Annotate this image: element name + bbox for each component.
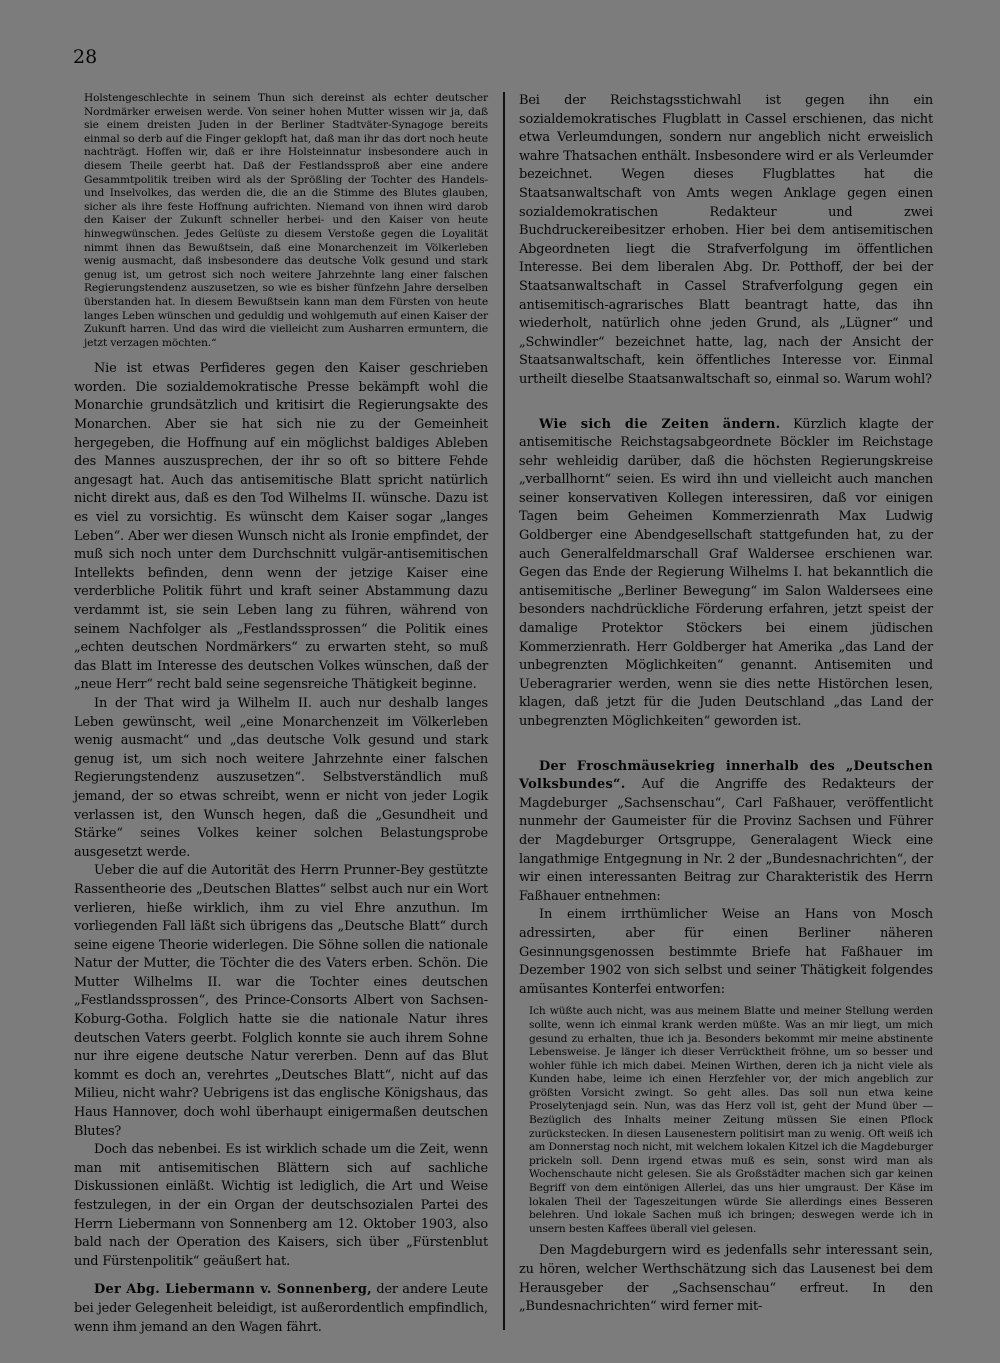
section-paragraph: [519, 416, 933, 732]
column-divider: [503, 92, 505, 1330]
section-text: Kürzlich klagte der antisemitische Reichstagsabgeordnete Böckler im Reichstage sehr wehleidig darüber, daß die höchsten Regierungskreise „verballhornt“ seien. Es wird ihn und vielleicht auch manchen seiner konservativen Kollegen interessiren, daß vor einigen Tagen beim Geheimen Kommerzienrath Max Ludwig Goldberger eine Abendgesellschaft stattgefunden hat, zu der auch Generalfeldmarschall Graf Waldersee erschienen war. Gegen das Ende der Regierung Wilhelms I. hat bekanntlich die antisemitische „Berliner Bewegung“ im Salon Waldersees eine besonders nachdrückliche Förderung erfahren, jetzt speist der damalige Protektor Stöckers bei einem jüdischen Kommerzienrath. Herr Goldberger hat Amerika „das Land der unbegrenzten Möglichkeiten“ genannt. Antisemiten und Ueberagrarier werden, wenn sie dies nette Histörchen lesen, klagen, daß jetzt für die Juden Deutschland „das Land der unbegrenzten Möglichkeiten“ geworden ist.: [519, 416, 934, 729]
section-text: der andere Leute bei jeder Gelegenheit beleidigt, ist außerordentlich empfindlich, wenn ihm jemand an den Wagen fährt.: [74, 1282, 489, 1335]
quote-block: Holstengeschlechte in seinem Thun sich dereinst als echter deutscher Nordmärker erweisen werde. Von seiner hohen Mutter wissen wir ja, daß sie einem dreisten Juden in der Berliner Stadtväter-Synagoge bereits einmal so derb auf die Finger geklopft hat, daß man ihr das dort noch heute nachträgt. Hoffen wir, daß er ihre Holsteinnatur insbesondere auch in diesem Theile geerbt hat. Daß der Festlandssproß aber eine andere Gesammtpolitik treiben wird als der Sprößling der Tochter des Handels- und Inselvolkes, das werden die, die an die Stimme des Blutes glauben, sicher als ihre feste Hoffnung aufrichten. Niemand von ihnen wird darob den Kaiser der Zukunft schneller herbei- und den Kaiser von heute hinwegwünschen. Jedes Gelüste zu diesem Verstoße gegen die Loyalität nimmt ihnen das Bewußtsein, daß eine Monarchenzeit im Völkerleben wenig ausmacht, daß insbesondere das deutsche Volk gesund und stark genug ist, um getrost sich noch weitere Jahrzehnte lang einer falschen Regierungstendenz auszusetzen, so wie es bisher fünfzehn Jahre derselben überstanden hat. In diesem Bewußtsein kann man dem Fürsten von heute langes Leben wünschen und geduldig und wohlgemuth auf einen Kaiser der Zukunft harren. Und das wird die vielleicht zum Ausharren ermuntern, die jetzt verzagen möchten.“: [84, 92, 488, 349]
paragraph: Doch das nebenbei. Es ist wirklich schade um die Zeit, wenn man mit antisemitischen Blättern sich auf sachliche Diskussionen einläßt. Wichtig ist lediglich, die Art und Weise festzulegen, in der ein Organ der deutschsozialen Partei des Herrn Liebermann von Sonnenberg am 12. Oktober 1903, also bald nach der Operation des Kaisers, sich über „Fürstenblut und Fürstenpolitik“ geäußert hat.: [74, 1142, 488, 1269]
section-text: Auf die Angriffe des Redakteurs der Magdeburger „Sachsenschau“, Carl Faßhauer, veröffentlicht nunmehr der Gaumeister für die Provinz Sachsen und Führer der Magdeburger Ortsgruppe, Generalagent Wieck eine langathmige Entgegnung in Nr. 2 der „Bundesnachrichten“, der wir einen interessanten Beitrag zur Charakteristik des Herrn Faßhauer entnehmen:: [519, 777, 933, 904]
section-paragraph: [74, 1281, 488, 1337]
paragraph: Ueber die auf die Autorität des Herrn Prunner-Bey gestützte Rassentheorie des „Deutschen Blattes“ selbst auch nur ein Wort verlieren, hieße wirklich, ihm zu viel Ehre anzuthun. Im vorliegenden Fall läßt sich übrigens das „Deutsche Blatt“ durch seine eigene Theorie widerlegen. Die Söhne sollen die nationale Natur der Mutter, die Töchter die des Vaters erben. Schön. Die Mutter Wilhelms II. war die Tochter eines deutschen „Festlandssprossen“, des Prince-Consorts Albert von Sachsen-Koburg-Gotha. Folglich hatte sie die nationale Natur ihres deutschen Vaters geerbt. Folglich konnte sie auch ihrem Sohne nur ihre eigene deutsche Natur vererben. Denn auf das Blut kommt es doch an, verehrtes „Deutsches Blatt“, nicht auf das Milieu, nicht wahr? Uebrigens ist das englische Königshaus, das Haus Hannover, doch wohl überhaupt einigermaßen deutschen Blutes?: [74, 863, 488, 1139]
paragraph: In einem irrthümlicher Weise an Hans von Mosch adressirten, aber für einen Berliner näheren Gesinnungsgenossen bestimmte Briefe hat Faßhauer im Dezember 1902 von sich selbst und seiner Thätigkeit folgendes amüsantes Konterfei entworfen:: [519, 907, 933, 997]
left-column: [74, 92, 488, 1337]
paragraph: Nie ist etwas Perfideres gegen den Kaiser geschrieben worden. Die sozialdemokratische Presse bekämpft wohl die Monarchie grundsätzlich und kritisirt die Regierungsakte des Monarchen. Aber sie hat sich nie zu der Gemeinheit hergegeben, die Hoffnung auf ein möglichst baldiges Ableben des Mannes auszusprechen, der ihr so oft so bittere Fehde angesagt hat. Auch das antisemitische Blatt spricht natürlich nicht direkt aus, daß es den Tod Wilhelms II. wünsche. Dazu ist es viel zu vorsichtig. Es wünscht dem Kaiser sogar „langes Leben“. Aber wer diesen Wunsch nicht als Ironie empfindet, der muß sich noch unter dem Durchschnitt vulgär-antisemitischen Intellekts befinden, denn wenn der jetzige Kaiser eine verderbliche Politik führt und kraft seiner Abstammung dazu verdammt ist, sie sein Leben lang zu führen, während von seinem Nachfolger als „Festlandssprossen“ die Politik eines „echten deutschen Nordmärkers“ zu erwarten steht, so muß das Blatt im Interesse des deutschen Volkes wünschen, daß der „neue Herr“ recht bald seine segensreiche Thätigkeit beginne.: [74, 361, 488, 693]
section-heading: Der Abg. Liebermann v. Sonnenberg,: [94, 1282, 372, 1298]
page-number: 28: [73, 46, 98, 68]
paragraph: Den Magdeburgern wird es jedenfalls sehr interessant sein, zu hören, welcher Werthschätzung sich das Lausenest bei dem Herausgeber der „Sachsenschau“ erfreut. In den „Bundesnachrichten“ wird ferner mit-: [519, 1243, 933, 1315]
section-paragraph: [519, 758, 933, 907]
letter-quote: Ich wüßte auch nicht, was aus meinem Blatte und meiner Stellung werden sollte, wenn ich einmal krank werden müßte. Was an mir liegt, um mich gesund zu erhalten, thue ich ja. Besonders bekommt mir meine abstinente Lebensweise. Je länger ich dieser Verrücktheit fröhne, um so besser und wohler fühle ich mich dabei. Meinen Wirthen, deren ich ja nicht viele als Kunden habe, leime ich einen Herzfehler vor, der mich angeblich zur größten Vorsicht zwingt. So geht alles. Das soll nun etwa keine Proselytenjagd sein. Nun, was das Herz voll ist, geht der Mund über — Bezüglich des Inhalts meiner Zeitung müssen Sie einen Pflock zurückstecken. In diesen Lausenestern politisirt man zu wenig. Oft weiß ich am Donnerstag noch nicht, mit welchem lokalen Kitzel ich die Magdeburger prickeln soll. Denn irgend etwas muß es sein, sonst wird man als Wochenschaute nicht gelesen. Sie als Großstädter machen sich gar keinen Begriff von dem eintönigen Allerlei, das uns hier umgraust. Der Käse im lokalen Theil der Tageszeitungen würde Sie allerdings eines Besseren belehren. Und lokale Sachen muß ich bringen; deswegen werde ich in unsern besten Kaffees überall viel gelesen.: [529, 1005, 933, 1235]
section-heading: Wie sich die Zeiten ändern.: [539, 416, 781, 432]
section-heading: Der Froschmäusekrieg innerhalb des „Deutschen Volksbundes“.: [519, 758, 933, 793]
right-column: [519, 92, 933, 1317]
paragraph: In der That wird ja Wilhelm II. auch nur deshalb langes Leben gewünscht, weil „eine Monarchenzeit im Völkerleben wenig ausmacht“ und „das deutsche Volk gesund und stark genug ist, um sich noch weitere Jahrzehnte einer falschen Regierungstendenz auszusetzen“. Selbstverständlich muß jemand, der so etwas schreibt, wenn er nicht von jeder Logik verlassen ist, den Wunsch hegen, daß die „Gesundheit und Stärke“ seines Volkes keiner solchen Belastungsprobe ausgesetzt werde.: [74, 695, 488, 860]
paragraph: Bei der Reichstagsstichwahl ist gegen ihn ein sozialdemokratisches Flugblatt in Cassel erschienen, das nicht etwa Verleumdungen, sondern nur angeblich nicht erweislich wahre Thatsachen enthält. Insbesondere wird er als Verleumder bezeichnet. Wegen dieses Flugblattes hat die Staatsanwaltschaft von Amts wegen Anklage gegen einen sozialdemokratischen Redakteur und zwei Buchdruckereibesitzer erhoben. Hier bei dem antisemitischen Abgeordneten liegt die Strafverfolgung im öffentlichen Interesse. Bei dem liberalen Abg. Dr. Potthoff, der bei der Staatsanwaltschaft in Cassel Strafverfolgung gegen ein antisemitisch-agrarisches Blatt beantragt hatte, das ihn wiederholt, natürlich ohne jeden Grund, als „Lügner“ und „Schwindler“ bezeichnet hatte, lag, nach der Ansicht der Staatsanwaltschaft, kein öffentliches Interesse vor. Einmal urtheilt dieselbe Staatsanwaltschaft so, einmal so. Warum wohl?: [519, 93, 933, 387]
